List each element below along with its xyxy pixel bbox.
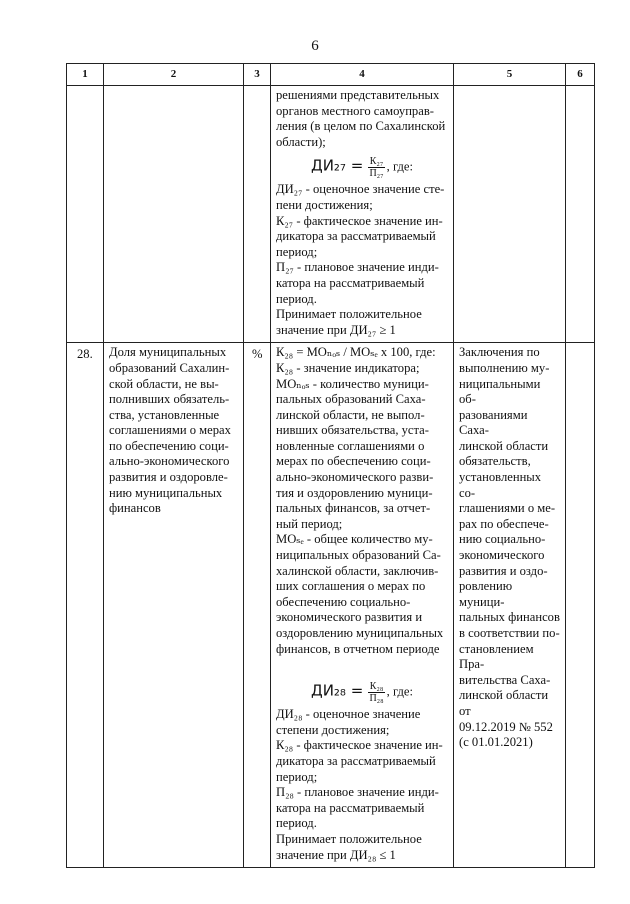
indicator-line: образований Сахалин-	[109, 360, 230, 375]
cell-notes-empty	[566, 86, 595, 343]
formula-denominator: П₂₈	[369, 693, 384, 705]
formula-numerator: К₂₇	[369, 156, 384, 168]
method-line: халинской области, заключив-	[276, 563, 439, 578]
table-header-row	[67, 64, 595, 86]
method-line: степени достижения;	[276, 722, 390, 737]
page-number: 6	[311, 38, 319, 54]
cell-indicator-28	[104, 343, 244, 868]
header-col-1: 1	[67, 64, 104, 86]
source-line: экономического	[459, 548, 545, 563]
cell-method-28	[271, 343, 454, 868]
indicator-line: ской области, не вы-	[109, 376, 219, 391]
indicator-line: полнивших обязатель-	[109, 392, 230, 407]
indicator-line: ства, установленные	[109, 407, 220, 422]
cell-unit-empty	[244, 86, 271, 343]
method-line: период.	[276, 816, 317, 831]
method-line: нивших обязательства, уста-	[276, 423, 429, 438]
table-row-27-continuation	[67, 86, 595, 343]
method-line: МОₙₒₛ - количество муници-	[276, 376, 429, 391]
method-line: обеспечению социально-	[276, 594, 411, 609]
method-line: ально-экономического разви-	[276, 470, 434, 485]
source-line: пальных финансов	[459, 610, 560, 625]
header-col-5: 5	[454, 64, 566, 86]
method-line: ших соглашения о мерах по	[276, 579, 426, 594]
method-text-before	[276, 88, 448, 150]
source-line: выполнению му-	[459, 360, 550, 375]
method-line: П₂₇ - плановое значение инди-	[276, 260, 439, 275]
source-line: Заключения по	[459, 345, 540, 360]
method-line: период.	[276, 291, 317, 306]
method-line: оздоровлению муниципальных	[276, 626, 444, 640]
method-line: Принимает положительное	[276, 307, 422, 322]
source-text	[459, 345, 560, 750]
source-line: развития и оздо-	[459, 563, 548, 578]
method-line: ления (в целом по Сахалинской	[276, 119, 446, 134]
cell-notes-28	[566, 343, 595, 868]
method-line: ный период;	[276, 516, 343, 531]
method-line: финансов, в отчетном периоде	[276, 641, 440, 656]
indicators-table	[66, 63, 595, 868]
source-line: ровлению муници-	[459, 579, 513, 609]
source-line: (с 01.01.2021)	[459, 735, 533, 750]
cell-source-empty	[454, 86, 566, 343]
source-line: линской области	[459, 438, 549, 453]
indicator-text	[109, 345, 238, 517]
source-line: вительства Саха-	[459, 672, 551, 687]
method-line: ДИ₂₈ - оценочное значение	[276, 707, 421, 722]
method-line: значение при ДИ₂₇ ≥ 1	[276, 322, 396, 337]
method-line: ДИ₂₇ - оценочное значение сте-	[276, 182, 445, 197]
method-line: решениями представительных	[276, 88, 440, 102]
method-line: экономического развития и	[276, 610, 423, 625]
cell-source-28	[454, 343, 566, 868]
method-line: МОₛₑ - общее количество му-	[276, 532, 433, 547]
source-line: обязательств,	[459, 454, 531, 469]
method-line: К₂₇ - фактическое значение ин-	[276, 213, 443, 228]
formula-tail: , где:	[386, 684, 413, 699]
method-line: Принимает положительное	[276, 831, 422, 846]
method-line: период;	[276, 769, 318, 784]
indicator-line: соглашениями о мерах	[109, 423, 231, 438]
source-line: становлением Пра-	[459, 641, 534, 672]
source-line: ниципальными об-	[459, 376, 541, 407]
source-line: глашениями о ме-	[459, 501, 556, 516]
method-line: ниципальных образований Са-	[276, 548, 441, 563]
indicator-line: по обеспечению соци-	[109, 438, 229, 453]
source-line: рах по обеспече-	[459, 516, 549, 531]
source-line: нию социально-	[459, 532, 546, 547]
method-line: тия и оздоровлению муници-	[276, 485, 433, 500]
row-number: 28.	[67, 343, 104, 868]
method-line: К₂₈ = МОₙₒₛ / МОₛₑ х 100, где:	[276, 345, 436, 360]
header-col-4: 4	[271, 64, 454, 86]
indicator-line: развития и оздоровле-	[109, 470, 228, 485]
method-text-part1	[276, 345, 448, 657]
cell-method-27	[271, 86, 454, 343]
method-line: период;	[276, 244, 318, 259]
method-line: мерах по обеспечению соци-	[276, 454, 431, 469]
unit-value: %	[244, 343, 271, 868]
indicator-line: нию муниципальных	[109, 485, 223, 500]
formula-fraction	[368, 156, 384, 179]
method-line: катора на рассматриваемый	[276, 275, 425, 290]
cell-number-empty	[67, 86, 104, 343]
source-line: установленных со-	[459, 470, 542, 500]
formula-denominator: П₂₇	[369, 168, 384, 180]
method-line: дикатора за рассматриваемый	[276, 753, 436, 768]
indicator-line: финансов	[109, 501, 161, 516]
header-col-2: 2	[104, 64, 244, 86]
method-line: катора на рассматриваемый	[276, 800, 425, 815]
method-line: пальных образований Саха-	[276, 392, 426, 407]
formula-tail: , где:	[386, 159, 413, 174]
method-line: пальных финансов, за отчет-	[276, 501, 431, 516]
method-line: П₂₈ - плановое значение инди-	[276, 785, 439, 800]
formula-lhs: ДИ₂₈ =	[310, 681, 364, 700]
header-col-6: 6	[566, 64, 595, 86]
indicator-line: Доля муниципальных	[109, 345, 227, 360]
source-line: разованиями Саха-	[459, 407, 528, 438]
source-line: 09.12.2019 № 552	[459, 719, 553, 734]
source-line: в соответствии по-	[459, 626, 560, 640]
method-line: значение при ДИ₂₈ ≤ 1	[276, 847, 396, 862]
formula-fraction	[368, 681, 384, 704]
formula-numerator: К₂₈	[369, 681, 384, 693]
method-line: К₂₈ - фактическое значение ин-	[276, 738, 443, 753]
formula-27	[276, 156, 448, 179]
cell-indicator-empty	[104, 86, 244, 343]
method-line: области);	[276, 134, 326, 149]
method-line: линской области, не выпол-	[276, 407, 425, 422]
table-row-28	[67, 343, 595, 868]
method-line: органов местного самоуправ-	[276, 103, 434, 118]
header-col-3: 3	[244, 64, 271, 86]
formula-lhs: ДИ₂₇ =	[310, 156, 364, 175]
method-line: К₂₈ - значение индикатора;	[276, 360, 420, 375]
indicator-line: ально-экономического	[109, 454, 230, 469]
method-text-after	[276, 182, 448, 338]
formula-28	[276, 681, 448, 704]
method-line: пени достижения;	[276, 197, 373, 212]
method-line: дикатора за рассматриваемый	[276, 229, 436, 244]
method-text-part2	[276, 707, 448, 863]
source-line: линской области от	[459, 688, 549, 718]
method-line: новленные соглашениями о	[276, 438, 425, 453]
